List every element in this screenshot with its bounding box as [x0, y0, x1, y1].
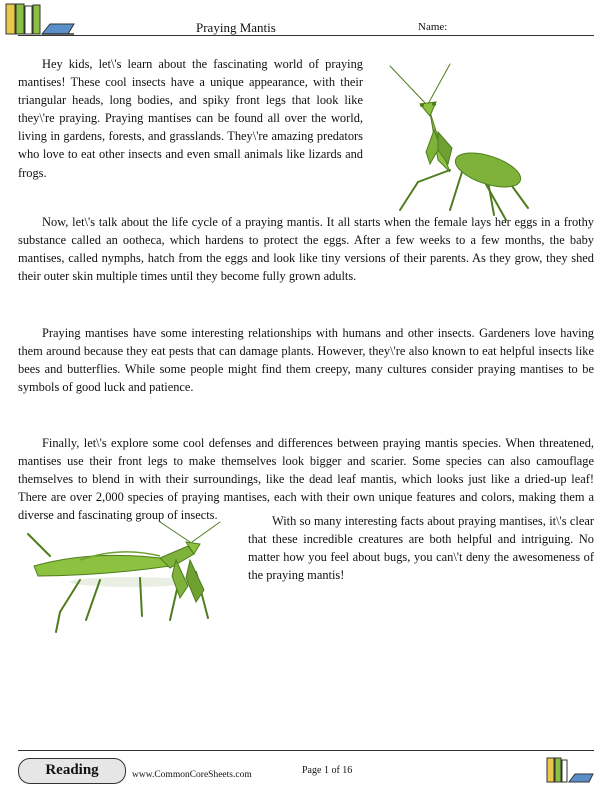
life-cycle-paragraph: Now, let\'s talk about the life cycle of a praying mantis. It all starts when the female lays her eggs in a frothy substance called an ootheca, which hardens to protect the eggs. After a few weeks to a few months, the baby mantises, called nymphs, hatch from the eggs and look like tiny versions of their parents. As they grow, they shed their outer skin multiple times until they become fully grown adults. — [18, 215, 594, 284]
praying-mantis-image-top — [378, 60, 538, 225]
intro-paragraph: Hey kids, let\'s learn about the fascinating world of praying mantises! These cool insects have a unique appearance, with their triangular heads, long bodies, and spiky front legs that look like they\'re praying. Praying mantises can be found all over the world, living in gardens, forests, and grasslands. They\'re amazing predators who love to eat other insects and even small animals like lizards and frogs. — [18, 57, 363, 180]
praying-mantis-image-bottom — [20, 520, 245, 640]
subject-badge: Reading — [18, 758, 126, 784]
worksheet-title: Praying Mantis — [196, 20, 276, 35]
page-number: Page 1 of 16 — [302, 765, 353, 776]
header-divider — [18, 35, 594, 36]
website-url: www.CommonCoreSheets.com — [132, 770, 252, 780]
books-logo-icon — [4, 2, 76, 36]
defenses-paragraph: Finally, let\'s explore some cool defenses and differences between praying mantis species. When threatened, mantises use their front legs to make themselves look bigger and scarier. Some species can also camouflage themselves to blend in with their surroundings, like the dead leaf mantis, which looks just like a dried-up leaf! There are over 2,000 species of praying mantises, each with their own unique features and colors, making them a diverse and fascinating group of insects. — [18, 436, 594, 523]
footer-divider — [18, 750, 594, 751]
conclusion-paragraph: With so many interesting facts about praying mantises, it\'s clear that these incredible creatures are both helpful and intriguing. No matter how you feel about bugs, you can\'t deny the awesomeness of the praying mantis! — [248, 514, 594, 583]
books-footer-icon — [545, 756, 595, 784]
relationships-paragraph: Praying mantises have some interesting relationships with humans and other insects. Gardeners love having them around because they eat pests that can damage plants. However, they\'re also known to eat helpful insects like bees and butterflies. While some people might find them creepy, many cultures consider praying mantises to be symbols of good luck and patience. — [18, 326, 594, 395]
name-label: Name: — [418, 21, 448, 33]
